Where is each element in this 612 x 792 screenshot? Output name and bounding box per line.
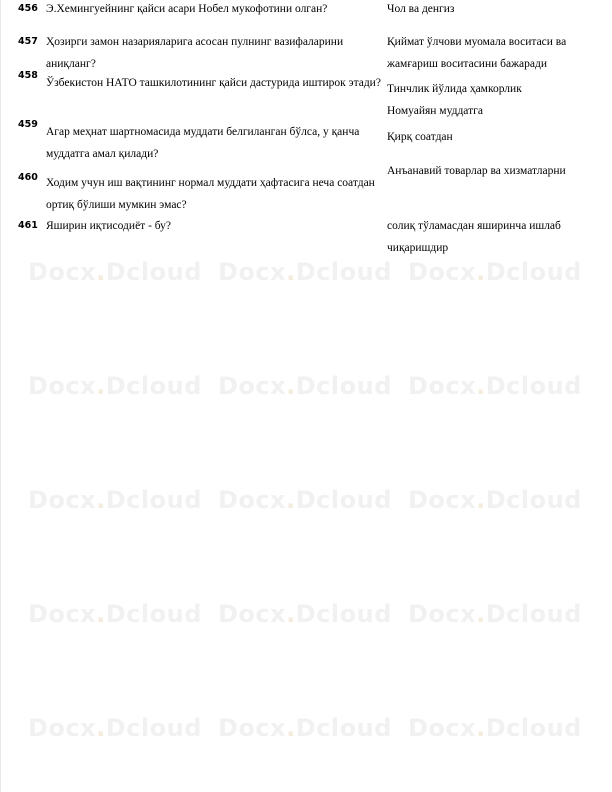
question-text: Ҳозирги замон назарияларига асосан пулнинг вазифаларини аниқланг? — [46, 36, 344, 70]
answer-text: Анъанавий товарлар ва хизматларни — [387, 165, 566, 177]
watermark: Docx.Dcloud — [28, 486, 202, 514]
question-text: Яширин иқтисодиёт - бу? — [46, 220, 172, 232]
question-text: Ўзбекистон НАТО ташкилотининг қайси дастурида иштирок этади? — [46, 77, 381, 89]
watermark: Docx.Dcloud — [218, 600, 392, 628]
watermark: Docx.Dcloud — [408, 714, 582, 742]
watermark: Docx.Dcloud — [218, 372, 392, 400]
question-number: 459 — [18, 119, 38, 130]
question-text: Ходим учун иш вақтининг нормал муддати ҳафтасига неча соатдан ортиқ бўлиши мумкин эмас? — [46, 177, 375, 211]
question-text: Агар меҳнат шартномасида муддати белгиланган бўлса, у қанча муддатга амал қилади? — [46, 126, 360, 160]
watermark: Docx.Dcloud — [28, 372, 202, 400]
watermark: Docx.Dcloud — [408, 258, 582, 286]
watermark: Docx.Dcloud — [218, 258, 392, 286]
watermark: Docx.Dcloud — [28, 714, 202, 742]
page-edge-line — [0, 0, 1, 792]
watermark: Docx.Dcloud — [218, 714, 392, 742]
watermark: Docx.Dcloud — [408, 486, 582, 514]
answer-text: Номуайян муддатга — [387, 105, 483, 117]
answer-text: Қирқ соатдан — [387, 131, 453, 143]
question-number: 458 — [18, 70, 38, 81]
question-number: 457 — [18, 36, 38, 47]
watermark: Docx.Dcloud — [28, 600, 202, 628]
answer-text: Чол ва денгиз — [387, 3, 455, 15]
question-text: Э.Хемингуейнинг қайси асари Нобел мукофотини олган? — [46, 3, 328, 15]
question-number: 461 — [18, 220, 38, 231]
watermark: Docx.Dcloud — [28, 258, 202, 286]
watermark: Docx.Dcloud — [408, 600, 582, 628]
answer-text: солиқ тўламасдан яширинча ишлаб чиқаришдир — [387, 220, 561, 254]
question-number: 460 — [18, 172, 38, 183]
answer-text: Қиймат ўлчови муомала воситаси ва жамғариш воситасини бажаради — [387, 36, 567, 70]
question-number: 456 — [18, 3, 38, 14]
answer-text: Тинчлик йўлида ҳамкорлик — [387, 83, 522, 95]
watermark: Docx.Dcloud — [408, 372, 582, 400]
watermark: Docx.Dcloud — [218, 486, 392, 514]
